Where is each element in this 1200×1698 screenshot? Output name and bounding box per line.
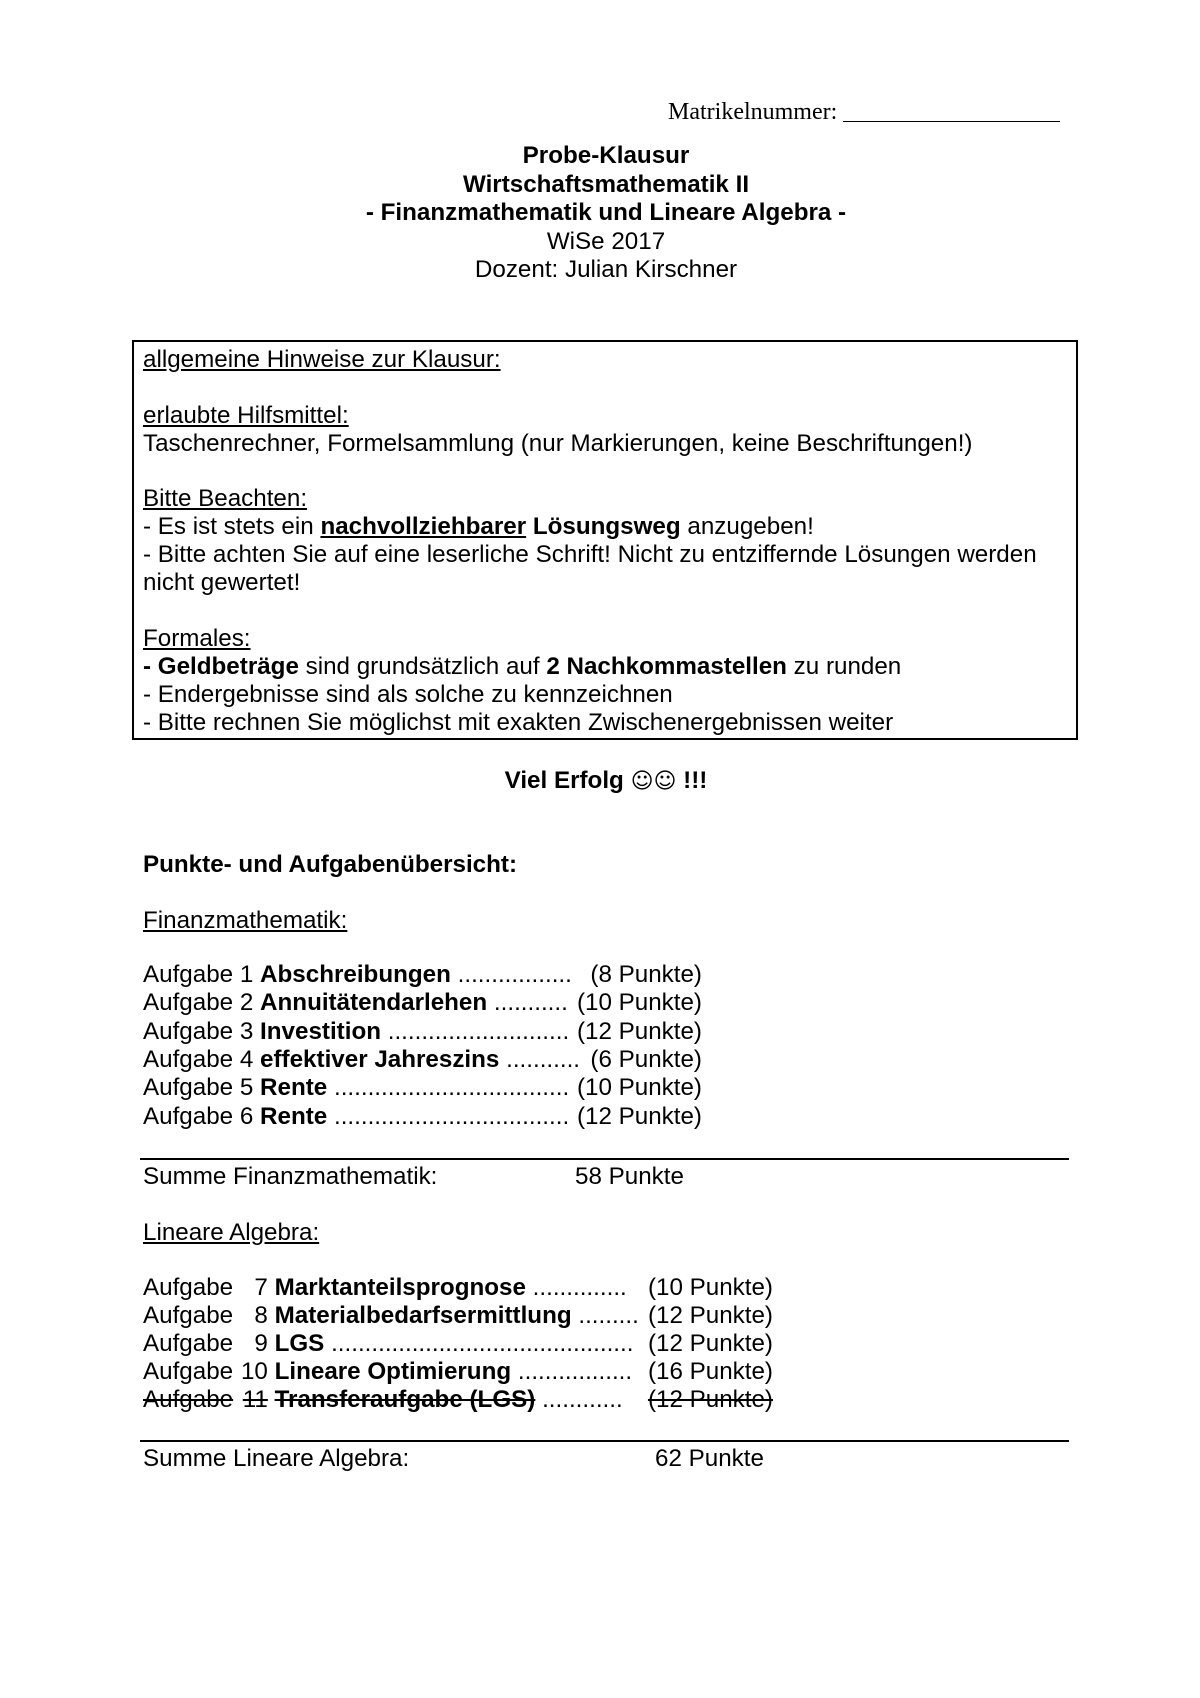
task-points: (12 Punkte) — [647, 1330, 773, 1358]
task-points: (10 Punkte) — [647, 1274, 773, 1301]
smiley-icon: ☺☺ — [630, 769, 677, 794]
task-name: Materialbedarfsermittlung — [274, 1302, 572, 1330]
task-label — [143, 1386, 640, 1414]
task-name: Investition — [260, 1017, 381, 1045]
formal-1-emphasis-decimals: 2 Nachkommastellen — [546, 652, 787, 680]
attention-1-emphasis-solution: Lösungsweg — [532, 513, 681, 541]
attention-1-prefix: - Es ist stets ein — [143, 513, 321, 541]
algebra-section-heading: Lineare Algebra: — [143, 1219, 320, 1246]
task-points: (10 Punkte) — [576, 989, 702, 1017]
task-prefix: Aufgabe — [143, 961, 234, 988]
algebra-task-list — [143, 1274, 773, 1414]
task-name: Abschreibungen — [260, 961, 451, 988]
task-points: (12 Punkte) — [647, 1302, 773, 1330]
task-row — [143, 1018, 702, 1046]
task-name: Annuitätendarlehen — [260, 989, 488, 1017]
aids-text: Taschenrechner, Formelsammlung (nur Markierungen, keine Beschriftungen!) — [143, 429, 973, 457]
task-number: 2 — [239, 989, 254, 1017]
task-row — [143, 1274, 773, 1302]
formal-item-1 — [143, 653, 1068, 681]
finance-sum-label: Summe Finanzmathematik: — [143, 1163, 438, 1190]
task-name: Lineare Optimierung — [274, 1358, 512, 1386]
attention-item-2-continued: nicht gewertet! — [143, 569, 301, 597]
exam-title-block — [143, 142, 1069, 285]
task-points: (12 Punkte) — [576, 1102, 702, 1130]
attention-1-suffix: anzugeben! — [680, 513, 814, 541]
task-points: (12 Punkte) — [647, 1386, 773, 1414]
task-label — [143, 1103, 583, 1131]
task-label — [143, 1018, 583, 1046]
aids-heading: erlaubte Hilfsmittel: — [143, 401, 349, 429]
finance-section-heading: Finanzmathematik: — [143, 907, 348, 934]
task-label — [143, 1330, 640, 1358]
task-points: (6 Punkte) — [590, 1046, 702, 1074]
matrikel-blank-line — [843, 103, 1060, 122]
task-prefix: Aufgabe — [143, 1102, 234, 1130]
task-label — [143, 1074, 583, 1102]
task-points: (8 Punkte) — [590, 961, 702, 988]
task-number: 9 — [254, 1330, 268, 1358]
task-leader-dots: ................................... — [333, 1074, 570, 1102]
task-name: Rente — [260, 1074, 328, 1102]
task-label — [143, 1046, 583, 1074]
task-prefix: Aufgabe — [143, 1358, 234, 1386]
course-title: Wirtschaftsmathematik II — [462, 170, 750, 198]
task-name: Rente — [260, 1102, 328, 1130]
task-prefix: Aufgabe — [143, 1274, 234, 1301]
course-subtitle: - Finanzmathematik und Lineare Algebra - — [365, 199, 847, 227]
task-label — [143, 989, 583, 1017]
task-label — [143, 1358, 640, 1386]
task-row — [143, 1074, 702, 1102]
general-notes-box — [132, 340, 1078, 740]
task-leader-dots: ........... — [493, 989, 568, 1017]
good-luck-line — [143, 767, 1069, 796]
task-leader-dots: ............ — [542, 1386, 623, 1414]
attention-item-2: - Bitte achten Sie auf eine leserliche Schrift! Nicht zu entziffernde Lösungen werden — [143, 541, 1037, 569]
matrikel-field — [668, 98, 1060, 126]
task-number: 3 — [239, 1017, 254, 1045]
task-name: Transferaufgabe (LGS) — [274, 1386, 536, 1414]
task-prefix: Aufgabe — [143, 1330, 234, 1358]
task-row — [143, 1103, 702, 1131]
task-row — [143, 961, 702, 989]
task-leader-dots: ......... — [578, 1302, 639, 1330]
task-prefix: Aufgabe — [143, 989, 234, 1017]
task-leader-dots: ........................... — [387, 1017, 570, 1045]
task-number: 1 — [239, 961, 254, 988]
task-row-struck — [143, 1386, 773, 1414]
finance-task-list — [143, 961, 702, 1131]
algebra-sum-value: 62 Punkte — [655, 1445, 764, 1472]
formal-item-2: - Endergebnisse sind als solche zu kennzeichnen — [143, 680, 673, 708]
task-number: 4 — [239, 1046, 254, 1074]
task-label — [143, 1274, 640, 1302]
algebra-sum-label: Summe Lineare Algebra: — [143, 1445, 410, 1472]
task-number: 7 — [254, 1274, 268, 1301]
task-number: 11 — [242, 1386, 268, 1414]
task-label — [143, 961, 583, 989]
formal-1-emphasis-amounts: - Geldbeträge — [143, 652, 299, 680]
good-luck-exclaim: !!! — [683, 767, 708, 794]
attention-item-1 — [143, 513, 1068, 541]
spacer — [143, 597, 1068, 625]
task-points: (10 Punkte) — [576, 1074, 702, 1102]
exam-title: Probe-Klausur — [522, 142, 690, 169]
task-row — [143, 1046, 702, 1074]
section-divider — [140, 1440, 1069, 1442]
task-prefix: Aufgabe — [143, 1302, 234, 1330]
task-points: (12 Punkte) — [576, 1017, 702, 1045]
task-leader-dots: ................. — [517, 1358, 633, 1386]
task-number: 5 — [239, 1074, 254, 1102]
task-leader-dots: ............................................. — [331, 1330, 634, 1358]
semester: WiSe 2017 — [546, 227, 666, 255]
task-leader-dots: ................. — [457, 961, 572, 988]
task-prefix: Aufgabe — [143, 1074, 234, 1102]
task-number: 6 — [239, 1102, 254, 1130]
spacer — [143, 374, 1068, 402]
task-row — [143, 1302, 773, 1330]
task-prefix: Aufgabe — [143, 1046, 234, 1074]
formal-item-3: - Bitte rechnen Sie möglichst mit exakten Zwischenergebnissen weiter — [143, 708, 894, 736]
attention-1-emphasis-traceable: nachvollziehbarer — [320, 513, 527, 541]
task-leader-dots: .............. — [532, 1274, 627, 1301]
formal-1-suffix: zu runden — [786, 652, 902, 680]
section-divider — [140, 1158, 1069, 1160]
spacer — [143, 458, 1068, 486]
task-leader-dots: ........... — [506, 1046, 581, 1074]
finance-sum-value: 58 Punkte — [575, 1163, 684, 1190]
task-row — [143, 1330, 773, 1358]
task-leader-dots: ................................... — [333, 1102, 570, 1130]
task-label — [143, 1302, 640, 1330]
good-luck-text: Viel Erfolg — [504, 767, 624, 794]
task-points: (16 Punkte) — [647, 1358, 773, 1386]
lecturer: Dozent: Julian Kirschner — [474, 256, 738, 284]
task-row — [143, 989, 702, 1017]
formal-1-mid: sind grundsätzlich auf — [298, 652, 547, 680]
attention-heading: Bitte Beachten: — [143, 485, 308, 513]
matrikel-label: Matrikelnummer: — [668, 99, 838, 125]
notes-heading: allgemeine Hinweise zur Klausur: — [143, 346, 501, 373]
task-number: 8 — [254, 1302, 268, 1330]
task-row — [143, 1358, 773, 1386]
task-prefix: Aufgabe — [143, 1386, 234, 1414]
task-name: effektiver Jahreszins — [260, 1046, 500, 1074]
formal-heading: Formales: — [143, 624, 251, 652]
task-number: 10 — [240, 1358, 268, 1386]
task-name: LGS — [274, 1330, 325, 1358]
task-prefix: Aufgabe — [143, 1017, 234, 1045]
task-name: Marktanteilsprognose — [274, 1274, 526, 1301]
overview-heading: Punkte- und Aufgabenübersicht: — [143, 851, 518, 878]
